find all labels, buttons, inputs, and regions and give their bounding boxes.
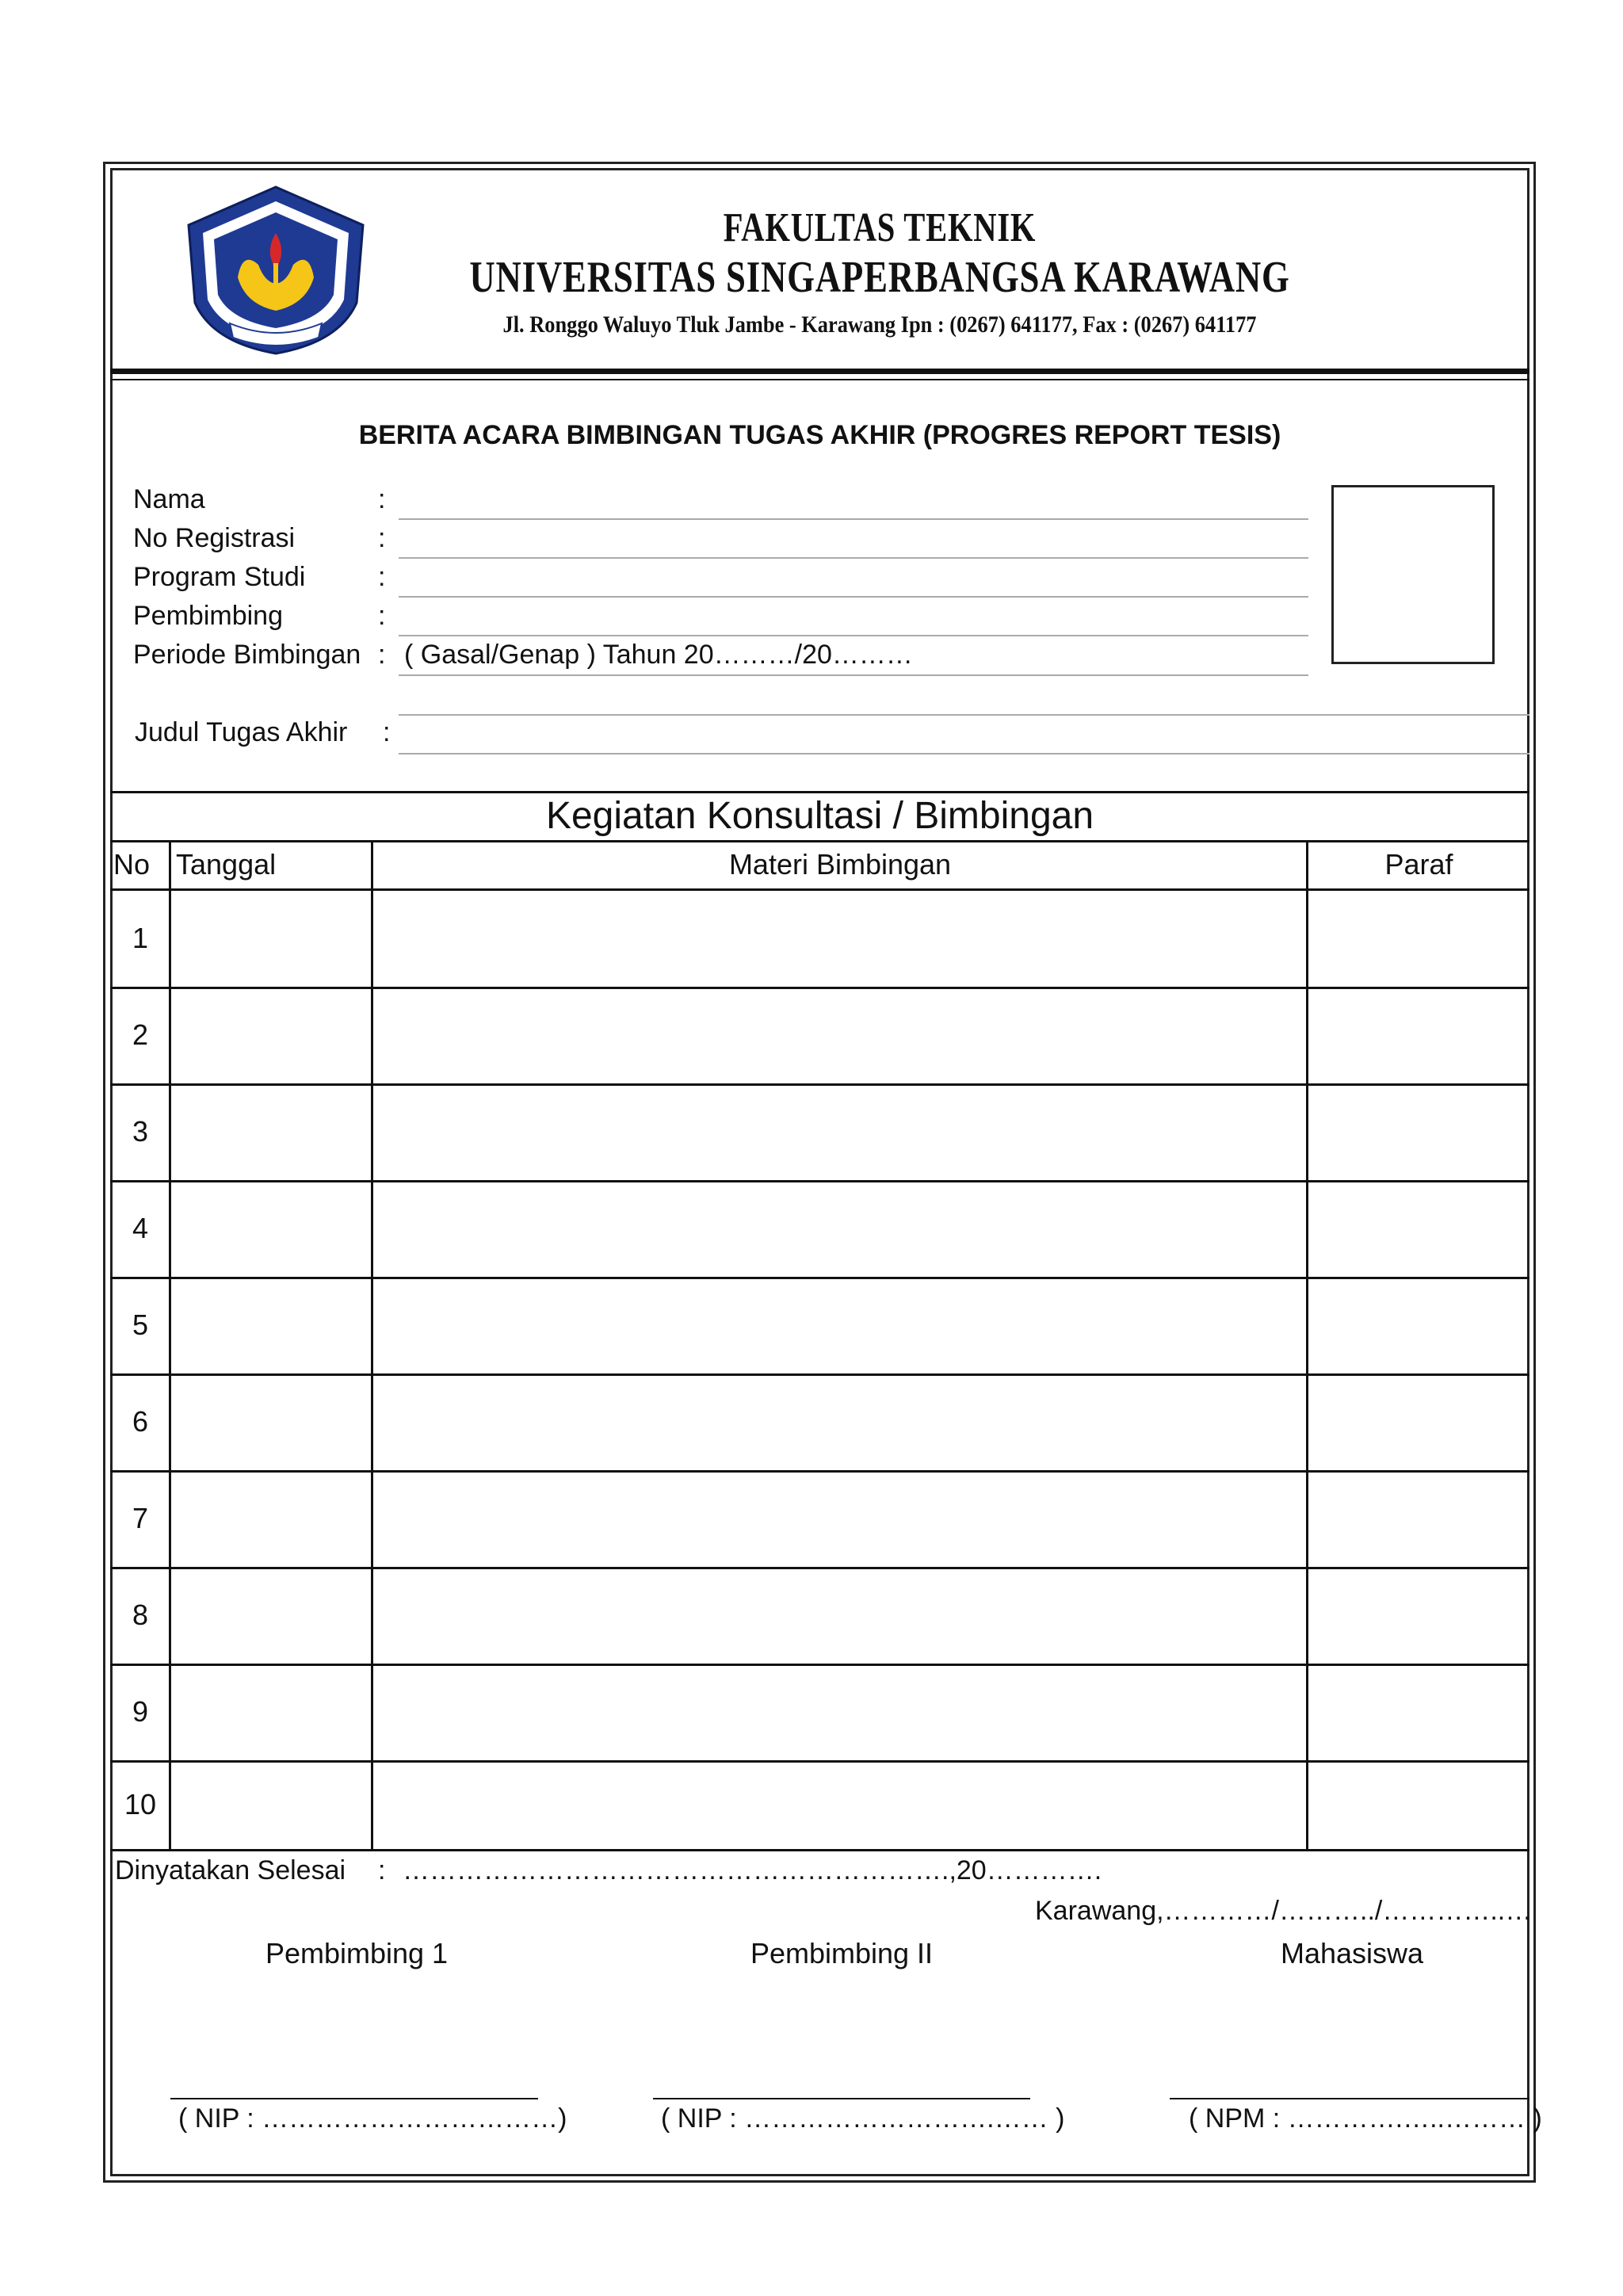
field-input-nama[interactable] xyxy=(399,518,1308,520)
table-header-bottom-border xyxy=(110,888,1529,891)
signature-line-3 xyxy=(1170,2098,1529,2099)
field-label-nama: Nama xyxy=(133,484,205,514)
judul-line-1[interactable] xyxy=(399,714,1529,716)
table-top-border xyxy=(110,791,1529,793)
npm-mahasiswa: ( NPM : ………….…..……… ) xyxy=(1189,2103,1542,2134)
field-colon: : xyxy=(378,523,386,553)
col-divider-materi xyxy=(1306,840,1308,1850)
row-number: 3 xyxy=(132,1115,149,1148)
col-header-materi: Materi Bimbingan xyxy=(728,848,952,881)
row-number: 5 xyxy=(132,1308,149,1341)
row-number: 2 xyxy=(132,1018,149,1051)
row-divider xyxy=(110,1083,1529,1086)
signature-label-mahasiswa: Mahasiswa xyxy=(1280,1937,1424,1969)
field-colon: : xyxy=(383,717,391,747)
nip-pembimbing-2: ( NIP : ……………………….…… ) xyxy=(661,2103,1065,2134)
judul-line-2[interactable] xyxy=(399,753,1529,755)
photo-placeholder xyxy=(1331,485,1495,664)
field-input-pembimbing[interactable] xyxy=(399,635,1308,636)
col-header-no: No xyxy=(113,848,151,881)
faculty-name: FAKULTAS TEKNIK xyxy=(723,205,1037,250)
signature-label-pembimbing-1: Pembimbing 1 xyxy=(265,1937,449,1969)
col-header-paraf: Paraf xyxy=(1384,848,1453,881)
form-title: BERITA ACARA BIMBINGAN TUGAS AKHIR (PROGRES REPORT TESIS) xyxy=(358,420,1281,450)
field-input-periode[interactable] xyxy=(399,674,1308,676)
row-divider xyxy=(110,1760,1529,1763)
field-colon: : xyxy=(378,484,386,514)
field-input-no-registrasi[interactable] xyxy=(399,557,1308,559)
field-colon: : xyxy=(378,562,386,592)
nip-pembimbing-1: ( NIP : ……………………………) xyxy=(178,2103,567,2134)
university-address: Jl. Ronggo Waluyo Tluk Jambe - Karawang Ipn : (0267) 641177, Fax : (0267) 641177 xyxy=(502,311,1257,338)
field-label-judul: Judul Tugas Akhir xyxy=(135,717,348,747)
field-input-program-studi[interactable] xyxy=(399,596,1308,598)
col-header-tanggal: Tanggal xyxy=(176,848,277,881)
row-number: 7 xyxy=(132,1502,149,1534)
table-header-top-border xyxy=(110,840,1529,842)
row-number: 8 xyxy=(132,1599,149,1631)
table-bottom-border xyxy=(110,1849,1529,1851)
row-divider xyxy=(110,1373,1529,1376)
selesai-label: Dinyatakan Selesai xyxy=(115,1855,346,1885)
university-name: UNIVERSITAS SINGAPERBANGSA KARAWANG xyxy=(469,253,1290,302)
col-divider-tanggal xyxy=(371,840,373,1850)
field-colon: : xyxy=(378,640,386,670)
place-date: Karawang,…………/………../…………..… xyxy=(1035,1896,1533,1926)
field-label-no-registrasi: No Registrasi xyxy=(133,523,296,553)
header-divider-thin xyxy=(110,379,1529,380)
row-number: 4 xyxy=(132,1212,149,1244)
row-divider xyxy=(110,1180,1529,1182)
signature-label-pembimbing-2: Pembimbing II xyxy=(750,1937,934,1969)
row-number: 6 xyxy=(132,1405,149,1438)
selesai-value: …………………………………………………….,20…………. xyxy=(403,1855,1102,1885)
row-divider xyxy=(110,1567,1529,1569)
table-section-title: Kegiatan Konsultasi / Bimbingan xyxy=(545,795,1094,837)
row-divider xyxy=(110,1664,1529,1666)
row-divider xyxy=(110,987,1529,989)
field-colon: : xyxy=(378,601,386,631)
header-divider-thick xyxy=(110,369,1529,374)
signature-line-2 xyxy=(653,2098,1030,2099)
field-label-periode: Periode Bimbingan xyxy=(133,640,361,670)
university-logo xyxy=(181,184,371,357)
signature-line-1 xyxy=(170,2098,538,2099)
row-number: 9 xyxy=(132,1695,149,1728)
row-number: 1 xyxy=(132,922,149,954)
row-divider xyxy=(110,1470,1529,1473)
selesai-colon: : xyxy=(378,1855,386,1885)
row-number: 10 xyxy=(124,1788,157,1820)
field-value-periode: ( Gasal/Genap ) Tahun 20………/20……… xyxy=(404,640,913,670)
field-label-program-studi: Program Studi xyxy=(133,562,306,592)
field-label-pembimbing: Pembimbing xyxy=(133,601,283,631)
row-divider xyxy=(110,1277,1529,1279)
